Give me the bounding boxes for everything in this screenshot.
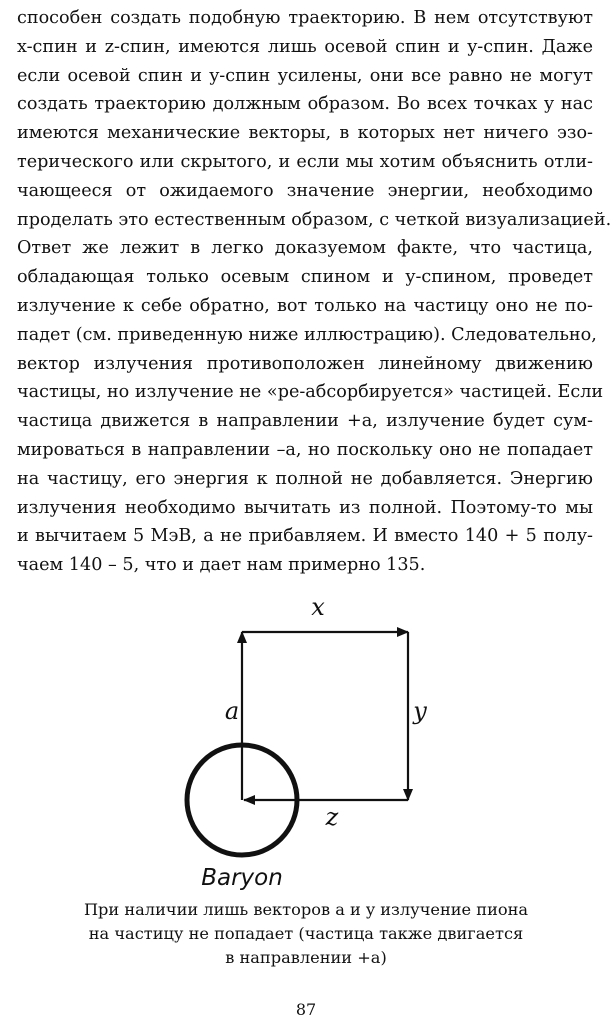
text-line: терического или скрытого, и если мы хотим объяснить отли-	[17, 151, 593, 172]
text-line: чающееся от ожидаемого значение энергии, необходимо	[17, 180, 593, 201]
label-x: x	[311, 593, 325, 621]
text-line: чаем 140 – 5, что и дает нам примерно 135.	[17, 555, 426, 576]
label-a: a	[224, 697, 240, 725]
caption-line: При наличии лишь векторов a и y излучение пиона	[83, 900, 529, 919]
caption-line: в направлении +a)	[225, 948, 387, 967]
text-line: на частицу, его энергия к полной не добавляется. Энергию	[17, 468, 593, 489]
text-line: создать траекторию должным образом. Во всех точках у нас	[17, 94, 593, 115]
text-line: излучения необходимо вычитать из полной. Поэтому-то мы	[17, 497, 593, 518]
body-text	[17, 4, 612, 580]
text-line: излучение к себе обратно, вот только на частицу оно не по-	[17, 295, 593, 316]
label-y: y	[413, 697, 427, 725]
label-z: z	[325, 803, 339, 831]
caption-line: на частицу не попадает (частица также двигается	[88, 924, 524, 943]
text-line: падет (см. приведенную ниже иллюстрацию). Следовательно,	[17, 324, 597, 345]
text-line: частицы, но излучение не «ре-абсорбируется» частицей. Если	[17, 382, 604, 403]
vector-diagram-svg	[150, 585, 450, 895]
page-number: 87	[295, 1000, 317, 1019]
vector-diagram	[150, 585, 450, 895]
text-line: имеются механические векторы, в которых нет ничего эзо-	[17, 123, 593, 144]
text-line: вектор излучения противоположен линейному движению	[17, 353, 593, 374]
text-line: проделать это естественным образом, с четкой визуализацией.	[17, 209, 612, 230]
text-line: способен создать подобную траекторию. В нем отсутствуют	[17, 8, 593, 28]
text-line: Ответ же лежит в легко доказуемом факте, что частица,	[17, 238, 593, 259]
text-line: мироваться в направлении –a, но поскольку оно не попадает	[17, 439, 593, 460]
text-line: если осевой спин и y-спин усилены, они все равно не могут	[17, 65, 593, 86]
text-line: и вычитаем 5 МэВ, а не прибавляем. И вместо 140 + 5 полу-	[17, 526, 593, 547]
text-line: обладающая только осевым спином и y-спином, проведет	[17, 267, 593, 288]
text-line: x-спин и z-спин, имеются лишь осевой спин и y-спин. Даже	[17, 36, 593, 57]
figure-caption	[40, 898, 572, 970]
text-line: частица движется в направлении +a, излучение будет сум-	[17, 411, 593, 432]
label-baryon: Baryon	[201, 865, 283, 891]
